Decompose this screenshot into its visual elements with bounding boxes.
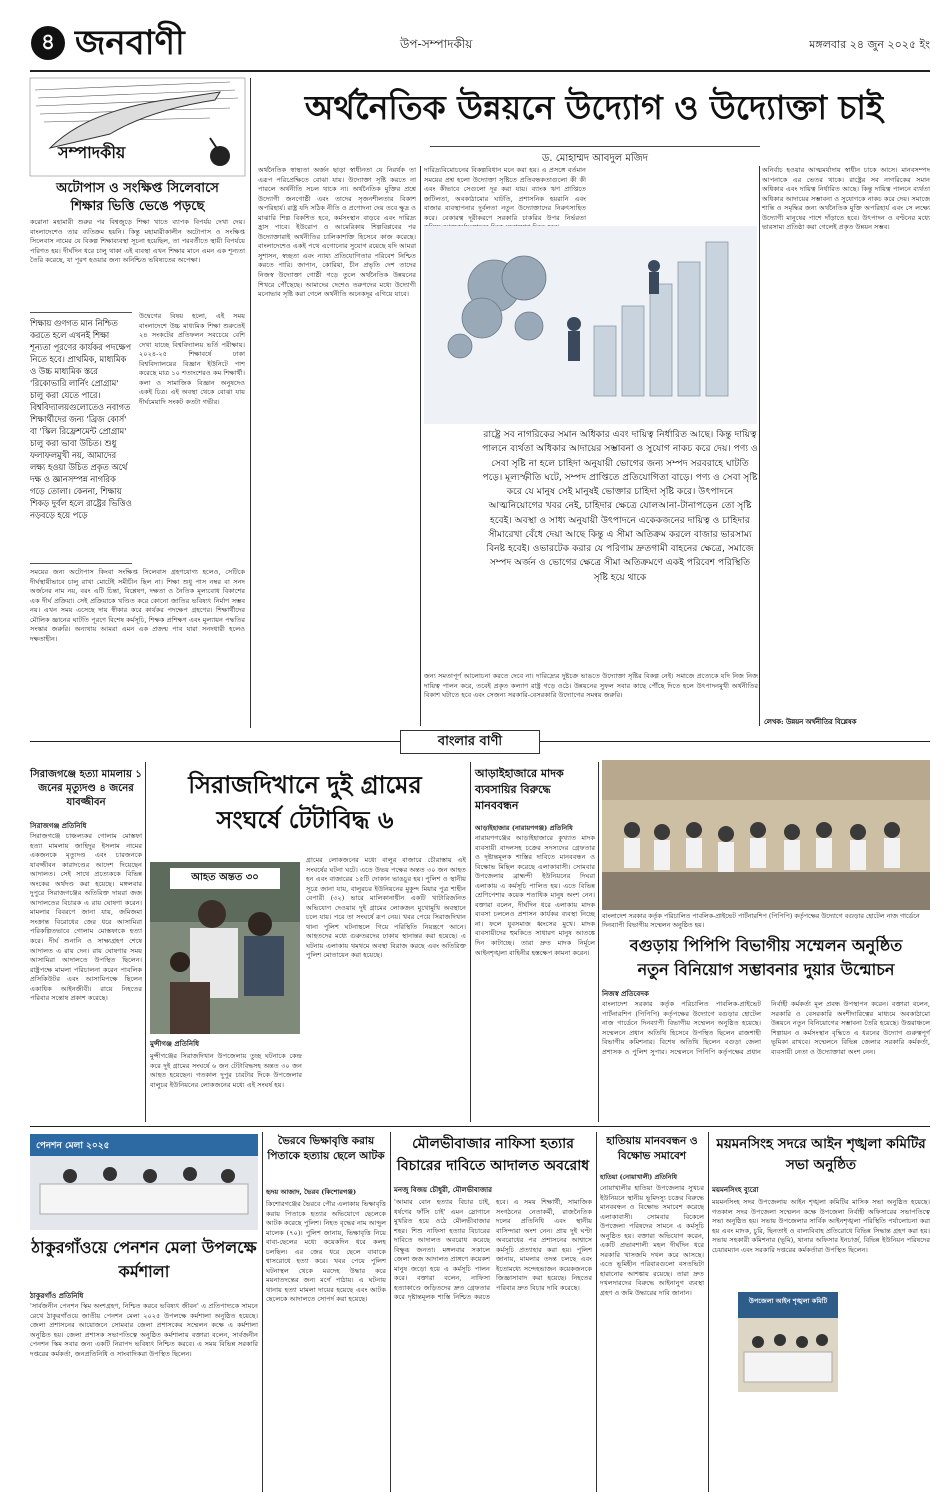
story4-headline-line2: নতুন বিনিয়োগ সম্ভাবনার দুয়ার উন্মোচন — [637, 960, 895, 979]
story3-byline: আড়াইহাজার (নারায়ণগঞ্জ) প্রতিনিধি — [475, 824, 573, 832]
story6-headline: ভৈরবে ভিক্ষাবৃত্তি করায় পিতাকে হত্যায় ছেলে আটক — [267, 1135, 385, 1163]
oped-col1: অর্থনৈতিক স্বাস্থ্যতা অর্জন ছাড়া স্বাধীনতা যে নিরর্থক তা এরূপ পরিপ্রেক্ষিতে বোঝা যায়। উদ্যোক্তা সৃষ্টি করতে না পারলে অর্থনীতি সচল থাকে না। অর্থনৈতিক মুক্তির প্রশ্নে উদ্যোগী জনগোষ্ঠী এবং তাদের সৃজনশীলতার বিকাশ অপরিহার্য। রাষ্ট্র যদি সঠিক নীতি ও প্রণোদনা দেয় তবে ক্ষুদ্র ও মাঝারি শিল্প বিকশিত হবে, কর্মসংস্থান বাড়বে এবং দারিদ্র্য হ্রাস পাবে। ইউরোপ ও আমেরিকায় শিল্পবিপ্লবের পর উদ্যোক্তারাই অর্থনীতির চালিকাশক্তি হিসেবে কাজ করেছে। বাংলাদেশেও একই পথে এগোনোর সুযোগ রয়েছে যদি আমরা সুশাসন, স্বচ্ছতা এবং ন্যায্য প্রতিযোগিতার পরিবেশ নিশ্চিত করতে পারি। জাপান, কোরিয়া, চীন প্রভৃতি দেশ তাদের নিজস্ব উদ্যোক্তা গোষ্ঠী গড়ে তুলে অর্থনৈতিক উন্নয়নের শিখরে পৌঁছেছে। আমাদের দেশেও তরুণদের মধ্যে উদ্যোগী মনোভাব সৃষ্টি করা গেলে অর্থনীতি অনেকদূর এগিয়ে যাবে। — [258, 166, 416, 299]
story4-headline — [602, 934, 930, 982]
story3-body: নারায়ণগঞ্জের আড়াইহাজারে কুখ্যাত মাদক ব্যবসায়ী বাদলসহ চক্রের সদস্যদের গ্রেফতার ও দৃষ্টান্তমূলক শাস্তির দাবিতে মানববন্ধন ও বিক্ষোভ মিছিল করেছে এলাকাবাসী। সোমবার উপজেলার ব্রাহ্মন্দী ইউনিয়নের দিঘরা এলাকায় এ কর্মসূচি পালিত হয়। এতে বিভিন্ন শ্রেণিপেশার কয়েক শতাধিক মানুষ অংশ নেন। বক্তারা বলেন, দীর্ঘদিন ধরে এলাকায় মাদক ব্যবসা চললেও প্রশাসন কার্যকর ব্যবস্থা নিচ্ছে না। ফলে যুবসমাজ ধ্বংসের মুখে। মাদক ব্যবসায়ীদের হুমকিতে সাধারণ মানুষ আতঙ্কে দিন কাটাচ্ছে। তারা দ্রুত মাদক নির্মূলে আইনশৃঙ্খলা বাহিনীর হস্তক্ষেপ কামনা করেন। — [475, 834, 595, 957]
column-divider-10 — [708, 1132, 709, 1492]
editorial-body-bottom: সময়ের জন্য অটোপাস কিংবা সংক্ষিপ্ত সিলেবাস গ্রহণযোগ্য হলেও, সেটিকে দীর্ঘস্থায়ীভাবে চালু রাখা মোটেই সমীচীন ছিল না। শিক্ষা শুধু পাস নম্বর বা সনদ অর্জনের নাম নয়, বরং এটি চিন্তা, বিশ্লেষণ, দক্ষতা ও নৈতিক মূল্যবোধ বিকাশের এক দীর্ঘ প্রক্রিয়া। সেই প্রক্রিয়াকে খণ্ডিত করে কোনো জাতির ভবিষ্যৎ নির্মাণ সম্ভব নয়। এখন সময় এসেছে দায় স্বীকার করে কার্যকর পদক্ষেপ গ্রহণের। শিক্ষার্থীদের মৌলিক জ্ঞানের ঘাটতি পূরণে বিশেষ কর্মসূচি, শিক্ষক প্রশিক্ষণ এবং মূল্যায়ন পদ্ধতির সংস্কার জরুরি। অন্যথায় আমরা এমন এক প্রজন্ম পাব যারা সনদধারী হলেও দক্ষতাহীন। — [30, 568, 245, 643]
story1-body: সিরাজগঞ্জে চাঞ্চল্যকর গোলাম মোস্তফা হত্যা মামলায় জাহিদুর ইসলাম নামের একজনকে মৃত্যুদণ্ড এবং চারজনকে যাবজ্জীবন কারাদণ্ডের আদেশ দিয়েছেন আদালত। সেই সাথে প্রত্যেককে বিভিন্ন অংকের অর্থদণ্ড করা হয়েছে। মঙ্গলবার দুপুরে সিরাজগঞ্জের অতিরিক্ত দায়রা জজ আদালতের বিচারক এ রায় ঘোষণা করেন। মামলার বিবরণে জানা যায়, জমিজমা সংক্রান্ত বিরোধের জের ধরে আসামিরা পরিকল্পিতভাবে গোলাম মোস্তফাকে হত্যা করে। দীর্ঘ শুনানি ও সাক্ষ্যগ্রহণ শেষে আদালত এ রায় দেন। রায় ঘোষণার সময় আসামিরা আদালতে উপস্থিত ছিলেন। রাষ্ট্রপক্ষে মামলা পরিচালনা করেন পাবলিক প্রসিকিউটর এবং আসামিপক্ষে ছিলেন একাধিক আইনজীবী। রায়ে নিহতের পরিবার সন্তোষ প্রকাশ করেছে। — [30, 832, 142, 1003]
section-label: উপ-সম্পাদকীয় — [400, 37, 473, 51]
editorial-headline — [30, 180, 245, 215]
story8-headline: হাতিয়ায় মানববন্ধন ও বিক্ষোভ সমাবেশ — [606, 1135, 698, 1163]
editorial-label: সম্পাদকীয় — [58, 143, 126, 162]
story7-headline-line2: বিচারের দাবিতে আদালত অবরোধ — [396, 1157, 590, 1174]
story4-headline-line1: বগুড়ায় পিপিপি বিভাগীয় সম্মেলন অনুষ্ঠিত — [629, 936, 903, 955]
story2-photo — [150, 862, 300, 1034]
story2-body-bottom: মুন্সীগঞ্জের সিরাজদিখান উপজেলায় তুচ্ছ ঘটনাকে কেন্দ্র করে দুই গ্রামের সংঘর্ষে ৬ জন টেটাবিদ্ধসহ অন্তত ৩০ জন আহত হয়েছেন। গতকাল দুপুর চারটার দিকে উপজেলার বালুচর ইউনিয়নের লোকজনের মধ্যে এই সংঘর্ষ হয়। — [150, 1052, 302, 1089]
column-divider-3 — [759, 166, 760, 726]
story1-headline: সিরাজগঞ্জে হত্যা মামলায় ১ জনের মৃত্যুদণ্ড ৪ জনের যাবজ্জীবন — [30, 769, 142, 808]
column-divider-4 — [145, 762, 146, 1122]
story7-headline — [394, 1134, 592, 1177]
oped-author: ড. মোহাম্মদ আবদুল মজিদ — [430, 146, 760, 168]
editorial-headline-line1: অটোপাস ও সংক্ষিপ্ত সিলেবাসে — [56, 181, 219, 196]
story2-photo-tag: আহত অন্তত ৩০ — [170, 868, 280, 889]
oped-col3: অনির্বাচ হওয়ার আত্মমর্যাদায় স্বাধীন চাকে আসে। মানবসম্পদ আপনাকে এর ভেতর থাকে। রাষ্ট্রের সব নাগরিকের সমান অধিকার এবং দায়িত্ব নির্ধারিত আছে। কিন্তু দায়িত্ব পালনে ব্যর্থতা অধিকার আদায়ের সম্ভাবনা ও সুযোগকে নাকচ করে দেয়। সমাজে শান্তি ও সমৃদ্ধির জন্য অর্থনৈতিক মুক্তি অপরিহার্য এবং সে লক্ষ্যে উদ্যোগী মানুষের পাশে দাঁড়াতে হবে। উৎপাদন ও বণ্টনের মধ্যে ভারসাম্য প্রতিষ্ঠা করা গেলেই প্রকৃত উন্নয়ন সম্ভব। — [762, 166, 930, 232]
editorial-headline-line2: শিক্ষার ভিত্তি ভেঙে পড়ছে — [70, 198, 205, 214]
oped-col2: দারিদ্র্যবিমোচনের বিকল্পবিধান মনে করা হয়। এ প্রসঙ্গে বর্তমান সময়ের প্রশ্ন হলো উদ্যোক্তা সৃষ্টিতে প্রতিবন্ধকতাগুলো কী কী এবং কীভাবে সেগুলো দূর করা যায়। ব্যাংক ঋণ প্রাপ্তিতে জটিলতা, অবকাঠামোর ঘাটতি, প্রশাসনিক হয়রানি এবং বাজার ব্যবস্থাপনার দুর্বলতা নতুন উদ্যোক্তাদের নিরুৎসাহিত করে। বেকারত্ব দূরীকরণে সরকারি চাকরির উপর নির্ভরতা — [424, 166, 586, 222]
story2-byline: মুন্সীগঞ্জ প্রতিনিধি — [150, 1039, 199, 1048]
column-divider-1 — [250, 78, 251, 728]
story2-headline — [150, 768, 460, 838]
oped-illustration — [424, 226, 757, 424]
story8-body: নোয়াখালীর হাতিয়া উপজেলার সুখচর ইউনিয়নে স্থানীয় ভূমিদস্যু চক্রের বিরুদ্ধে মানববন্ধন ও বিক্ষোভ সমাবেশ করেছে এলাকাবাসী। সোমবার বিকেলে উপজেলা পরিষদের সামনে এ কর্মসূচি অনুষ্ঠিত হয়। বক্তারা অভিযোগ করেন, একটি প্রভাবশালী মহল দীর্ঘদিন ধরে সরকারি খাসজমি দখল করে আসছে। এতে ভূমিহীন পরিবারগুলো বসতভিটা হারানোর আশঙ্কায় রয়েছে। তারা দ্রুত দখলদারদের বিরুদ্ধে আইনানুগ ব্যবস্থা গ্রহণ ও জমি উদ্ধারের দাবি জানান। — [600, 1184, 704, 1298]
editorial-body-side: উদ্বেগের বিষয় হলো, এই সময় বাংলাদেশে উচ্চ মাধ্যমিক শিক্ষা শুরুতেই ২৪ সংকটের প্রতিফলন সবচেয়ে বেশি দেখা যাচ্ছে বিশ্ববিদ্যালয় ভর্তি পরীক্ষায়। ২০২৪-২৫ শিক্ষাবর্ষে ঢাকা বিশ্ববিদ্যালয়ের বিজ্ঞান ইউনিটে পাশ করেছে মাত্র ১০ শতাংশেরও কম শিক্ষার্থী। কলা ও সামাজিক বিজ্ঞান অনুষদেও একই চিত্র। এই অবস্থা থেকে বোঝা যায় দীর্ঘমেয়াদি সংকট কতটা গভীর। — [139, 312, 245, 406]
story7-byline: মনজু বিজয় চৌধুরী, মৌলভীবাজার — [394, 1185, 492, 1194]
column-divider-9 — [596, 1132, 597, 1492]
story9-photo-banner: উপজেলা আইন শৃঙ্খলা কমিটি — [748, 1297, 828, 1305]
section-banner: বাংলার বাণী — [400, 730, 540, 754]
story2-body-right: গ্রামের লোকজনের মধ্যে বালুর বাজারে চৌরাস্তায় এই সংঘর্ষের ঘটনা ঘটে। এতে উভয় পক্ষের অন্তত ৩০ জন আহত হন এবং বাজারের ১৫টি দোকান ভাঙচুর হয়। পুলিশ ও স্থানীয় সূত্রে জানা যায়, বালুরচর ইউনিয়নের মুকুন্দ মিয়ার পুত্র শাহীন বেপারী (৩২) ভারে মালিকানাধীন একটি খাটারিজনিত অভিযোগ দেওয়ায় দুই গ্রামের লোকজন মুখোমুখি অবস্থানে চলে যায়। পরে তা সংঘর্ষে রূপ নেয়। খবর পেয়ে সিরাজদিখান থানা পুলিশ ঘটনাস্থলে গিয়ে পরিস্থিতি নিয়ন্ত্রণে আনে। আহতদের মধ্যে গুরুতরদের ঢাকায় স্থানান্তর করা হয়েছে। এ ঘটনায় এলাকায় থমথমে অবস্থা বিরাজ করছে এবং অতিরিক্ত পুলিশ মোতায়েন করা হয়েছে। — [306, 856, 466, 960]
story9-body-top: ময়মনসিংহ সদর উপজেলায় আইন শৃঙ্খলা কমিটির মাসিক সভা অনুষ্ঠিত হয়েছে। গতকাল সদর উপজেলা সম্মেলন কক্ষে উপজেলা নির্বাহী অফিসারের সভাপতিত্বে সভা অনুষ্ঠিত হয়। সভায় উপজেলার সার্বিক আইনশৃঙ্খলা পরিস্থিতি পর্যালোচনা করা হয় এবং মাদক, চুরি, ছিনতাই ও বাল্যবিবাহ প্রতিরোধে বিভিন্ন সিদ্ধান্ত গ্রহণ করা হয়। সভায় সহকারী কমিশনার (ভূমি), থানার অফিসার ইনচার্জ, বিভিন্ন ইউনিয়ন পরিষদের চেয়ারম্যান এবং সরকারি দপ্তরের কর্মকর্তারা উপস্থিত ছিলেন। — [712, 1198, 930, 1254]
issue-date: মঙ্গলবার ২৪ জুন ২০২৫ ইং — [809, 38, 930, 51]
story5-headline: ঠাকুরগাঁওয়ে পেনশন মেলা উপলক্ষে কর্মশালা — [31, 1238, 257, 1281]
story5-body: 'সার্বজনীন পেনশন স্কিম অংশগ্রহণ, নিশ্চিত করবে ভবিষ্যৎ জীবন' এ প্রতিপাদ্যকে সামনে রেখে ঠাকুরগাঁওয়ে জাতীয় পেনশন মেলা ২০২৫ উপলক্ষে কর্মশালা অনুষ্ঠিত হয়েছে। জেলা প্রশাসনের আয়োজনে সোমবার জেলা প্রশাসকের সম্মেলন কক্ষে এ কর্মশালা অনুষ্ঠিত হয়। জেলা প্রশাসক সভাপতিত্বে অনুষ্ঠিত কর্মশালায় বক্তারা বলেন, সার্বজনীন পেনশন স্কিম সবার জন্য একটি নিরাপদ ভবিষ্যৎ নিশ্চিত করবে। এ সময় বিভিন্ন সরকারি দপ্তরের কর্মকর্তা, জনপ্রতিনিধি ও সাংবাদিকরা উপস্থিত ছিলেন। — [30, 1302, 258, 1358]
row-rule — [30, 1126, 930, 1127]
column-divider-2 — [420, 166, 421, 726]
story5-photo — [30, 1134, 258, 1230]
story7-headline-line1: মৌলভীবাজার নাফিসা হত্যার — [412, 1136, 574, 1152]
story5-photo-banner: পেনশন মেলা ২০২৫ — [36, 1141, 110, 1151]
page-number-badge: ৪ — [31, 26, 65, 60]
story9-byline: ময়মনসিংহ ব্যুরো — [712, 1185, 759, 1194]
story6-body: কিশোরগঞ্জের ভৈরবে পৌর এলাকায় ভিক্ষাবৃত্তি করায় পিতাকে হত্যার অভিযোগে ছেলেকে আটক করেছে পুলিশ। নিহত বৃদ্ধের নাম আব্দুল মালেক (৭০)। পুলিশ জানায়, ভিক্ষাবৃত্তি নিয়ে বাবা-ছেলের মধ্যে কয়েকদিন ধরে কলহ চলছিল। এর জের ধরে ছেলে বাবাকে শ্বাসরোধে হত্যা করে। খবর পেয়ে পুলিশ ঘটনাস্থল থেকে মরদেহ উদ্ধার করে ময়নাতদন্তের জন্য মর্গে পাঠায়। এ ঘটনায় থানায় হত্যা মামলা দায়ের হয়েছে এবং আটক ছেলেকে আদালতে সোপর্দ করা হয়েছে। — [266, 1200, 386, 1304]
story2-headline-line2: সংঘর্ষে টেটাবিদ্ধ ৬ — [216, 805, 394, 834]
story1-byline: সিরাজগঞ্জ প্রতিনিধি — [30, 821, 87, 830]
column-divider-6 — [598, 762, 599, 1122]
story5-byline: ঠাকুরগাঁও প্রতিনিধি — [30, 1291, 84, 1300]
section-rule-left — [30, 741, 400, 742]
masthead-rule — [30, 70, 930, 72]
column-divider-5 — [470, 762, 471, 1122]
newspaper-logo: জনবাণী — [75, 23, 185, 63]
column-divider-8 — [390, 1132, 391, 1492]
story8-byline: হাতিয়া (নোয়াখালী) প্রতিনিধি — [600, 1173, 677, 1181]
story9-photo — [738, 1292, 838, 1392]
section-rule-right — [540, 741, 930, 742]
story7-body: 'আমার বোন হত্যার বিচার চাই, ধর্ষণের ফাঁসি চাই' এমন স্লোগানে মুখরিত হয়ে ওঠে মৌলভীবাজার শহর। শিশু নাফিসা হত্যার বিচারের দাবিতে আদালত অবরোধ করেছে বিক্ষুব্ধ জনতা। মঙ্গলবার সকালে জেলা জজ আদালত প্রাঙ্গণে কয়েকশ মানুষ জড়ো হয়ে এ কর্মসূচি পালন করে। বক্তারা বলেন, নাফিসা হত্যাকাণ্ডে জড়িতদের দ্রুত গ্রেফতার করে দৃষ্টান্তমূলক শাস্তি নিশ্চিত করতে হবে। এ সময় শিক্ষার্থী, সামাজিক সংগঠনের নেতাকর্মী, রাজনৈতিক দলের প্রতিনিধি এবং স্থানীয় বাসিন্দারা অংশ নেন। প্রায় দুই ঘণ্টা অবরোধের পর প্রশাসনের আশ্বাসে কর্মসূচি প্রত্যাহার করা হয়। পুলিশ জানায়, মামলার তদন্ত চলছে এবং ইতোমধ্যে সন্দেহভাজন কয়েকজনকে জিজ্ঞাসাবাদ করা হয়েছে। নিহতের পরিবার দ্রুত বিচার দাবি করেছে। — [394, 1198, 592, 1302]
story6-byline: হৃদয় আজাদ, ভৈরব (কিশোরগঞ্জ) — [266, 1188, 357, 1196]
masthead — [0, 0, 945, 74]
story4-photo-caption: বাংলাদেশ সরকার কর্তৃক পরিচালিত পাবলিক-প্রাইভেট পার্টনারশিপ (পিপিপি) কর্তৃপক্ষের উদ্যোগে বগুড়ার হোটেল নাজ গার্ডেনে দিনব্যাপী বিভাগীয় সম্মেলন অনুষ্ঠিত হয়। — [602, 912, 920, 929]
story2-headline-line1: সিরাজদিখানে দুই গ্রামের — [188, 771, 422, 799]
story9-headline: ময়মনসিংহ সদরে আইন শৃঙ্খলা কমিটির সভা অনুষ্ঠিত — [716, 1136, 926, 1173]
editorial-pullquote: শিক্ষায় গুণগত মান নিশ্চিত করতে হলে এখনই শিক্ষা শূন্যতা পূরণের কার্যকর পদক্ষেপ নিতে হবে। প্রাথমিক, মাধ্যমিক ও উচ্চ মাধ্যমিক স্তরে 'রিকোভারি লার্নিং প্রোগ্রাম' চালু করা যেতে পারে। বিশ্ববিদ্যালয়গুলোতেও নবাগত শিক্ষার্থীদের জন্য 'ব্রিজ কোর্স' বা 'স্কিল রিফ্রেশমেন্ট প্রোগ্রাম' চালু করা ভাবা উচিত। শুধু ফলাফলমুখী নয়, আমাদের লক্ষ্য হওয়া উচিত প্রকৃত অর্থে দক্ষ ও জ্ঞানসম্পন্ন নাগরিক গড়ে তোলা। কেননা, শিক্ষায় শিকড় দুর্বল হলে রাষ্ট্রের ভিত্তিও নড়বড়ে হয়ে পড়ে — [30, 312, 132, 564]
story4-body: বাংলাদেশ সরকার কর্তৃক পরিচালিত পাবলিক-প্রাইভেট পার্টনারশিপ (পিপিপি) কর্তৃপক্ষের উদ্যোগে বগুড়ার হোটেল নাজ গার্ডেনে দিনব্যাপী বিভাগীয় সম্মেলন অনুষ্ঠিত হয়েছে। সম্মেলনে প্রধান অতিথি হিসেবে উপস্থিত ছিলেন রাজশাহী বিভাগীয় কমিশনার। বিশেষ অতিথি ছিলেন বগুড়া জেলা প্রশাসক ও পুলিশ সুপার। সম্মেলনে পিপিপি কর্তৃপক্ষের প্রধান নির্বাহী কর্মকর্তা মূল প্রবন্ধ উপস্থাপন করেন। বক্তারা বলেন, সরকারি ও বেসরকারি অংশীদারিত্বের মাধ্যমে অবকাঠামো উন্নয়নে নতুন বিনিয়োগের সম্ভাবনা তৈরি হয়েছে। উত্তরাঞ্চলে শিল্পায়ন ও কর্মসংস্থান বৃদ্ধিতে এ ধরনের উদ্যোগ গুরুত্বপূর্ণ ভূমিকা রাখবে। সম্মেলনে বিভিন্ন জেলার সরকারি কর্মকর্তা, ব্যবসায়ী নেতা ও উদ্যোক্তারা অংশ নেন। — [602, 1000, 930, 1056]
story4-photo — [602, 760, 930, 910]
oped-writer-note: লেখক: উন্নয়ন অর্থনীতির বিশ্লেষক — [764, 718, 857, 726]
editorial-body-intro: করোনা মহামারী শুরুর পর বিশ্বজুড়ে শিক্ষা খাতে ব্যাপক বিপর্যয় দেখা দেয়। বাংলাদেশেও তার ব্যতিক্রম হয়নি। কিন্তু মহামারীকালীন অটোপাস ও সংক্ষিপ্ত সিলেবাস নামের যে বিকল্প শিক্ষাব্যবস্থা সূচনা হয়েছিল, তা পরবর্তীতে স্থায়ী বিপর্যয়ে পরিণত হয়। দীর্ঘদিন ধরে চালু থাকা এই ব্যবস্থা এখন শিক্ষার মানে এমন এক শূন্যতা তৈরি করেছে, যা পূরণ হওয়ার জন্য অনিশ্চিত ভবিষ্যতের অপেক্ষা। — [30, 218, 245, 265]
column-divider-7 — [262, 1132, 263, 1492]
story3-headline: আড়াইহাজারে মাদক ব্যবসায়ির বিরুদ্ধে মানববন্ধন — [475, 767, 564, 812]
story4-byline: নিজস্ব প্রতিবেদক — [602, 989, 649, 998]
oped-headline: অর্থনৈতিক উন্নয়নে উদ্যোগ ও উদ্যোক্তা চাই — [304, 88, 884, 127]
oped-pullquote: রাষ্ট্রে সব নাগরিকের সমান অধিকার এবং দায়িত্ব নির্ধারিত আছে। কিন্তু দায়িত্ব পালনে ব্যর্থতা অধিকার আদায়ের সম্ভাবনা ও সুযোগ নাকচ করে দেয়। পণ্য ও সেবা সৃষ্টি না হলে চাহিদা অনুযায়ী ভোগের জন্য সম্পদ সরবরাহে ঘাটতি পড়ে। মূল্যস্ফীতি ঘটে, সম্পদ প্রাপ্তিতে প্রতিযোগিতা বাড়ে। পণ্য ও সেবা সৃষ্টি করে যে মানুষ সেই মানুষই ভোক্তার চাহিদা সৃষ্টি করে। উৎপাদনে আত্মনিয়োগের খবর নেই, চাহিদার ক্ষেত্রে যোলআনা-টানাপড়েন তো সৃষ্টি হবেই। অবস্থা ও সাধ্য অনুযায়ী উৎপাদনে একেকজনের দায়িত্ব ও চাহিদার সীমারেখা বেঁধে দেয়া আছে কিন্তু এ সীমা অতিক্রম করলে বাজার ভারসাম্য বিনষ্ট হবেই। ওভারটেক করার যে পরিণাম দ্রুতগামী বাহনের ক্ষেত্রে, সমাজে সম্পদ অর্জন ও ভোগের ক্ষেত্রে সীমা অতিক্রমণে একই পরিবেশ পরিস্থিতি সৃষ্টি হয়ে থাকে — [482, 429, 758, 583]
oped-col4: জন্য সমতাপূর্ণ আলোচনা করতে দেবে না। দারিদ্র্যের দুষ্টচক্র ভাঙতে উদ্যোক্তা সৃষ্টির বিকল্প নেই। সমাজে প্রত্যেকে যদি নিজ নিজ দায়িত্ব পালন করে, তবেই প্রকৃত কল্যাণ রাষ্ট্র গড়ে ওঠে। উন্নয়নের সুফল সবার কাছে পৌঁছে দিতে হলে উৎপাদনমুখী অর্থনীতির বিকাশ ঘটাতে হবে এবং সেজন্য সরকারি-বেসরকারি উদ্যোগের সমন্বয় জরুরি। — [424, 672, 758, 700]
